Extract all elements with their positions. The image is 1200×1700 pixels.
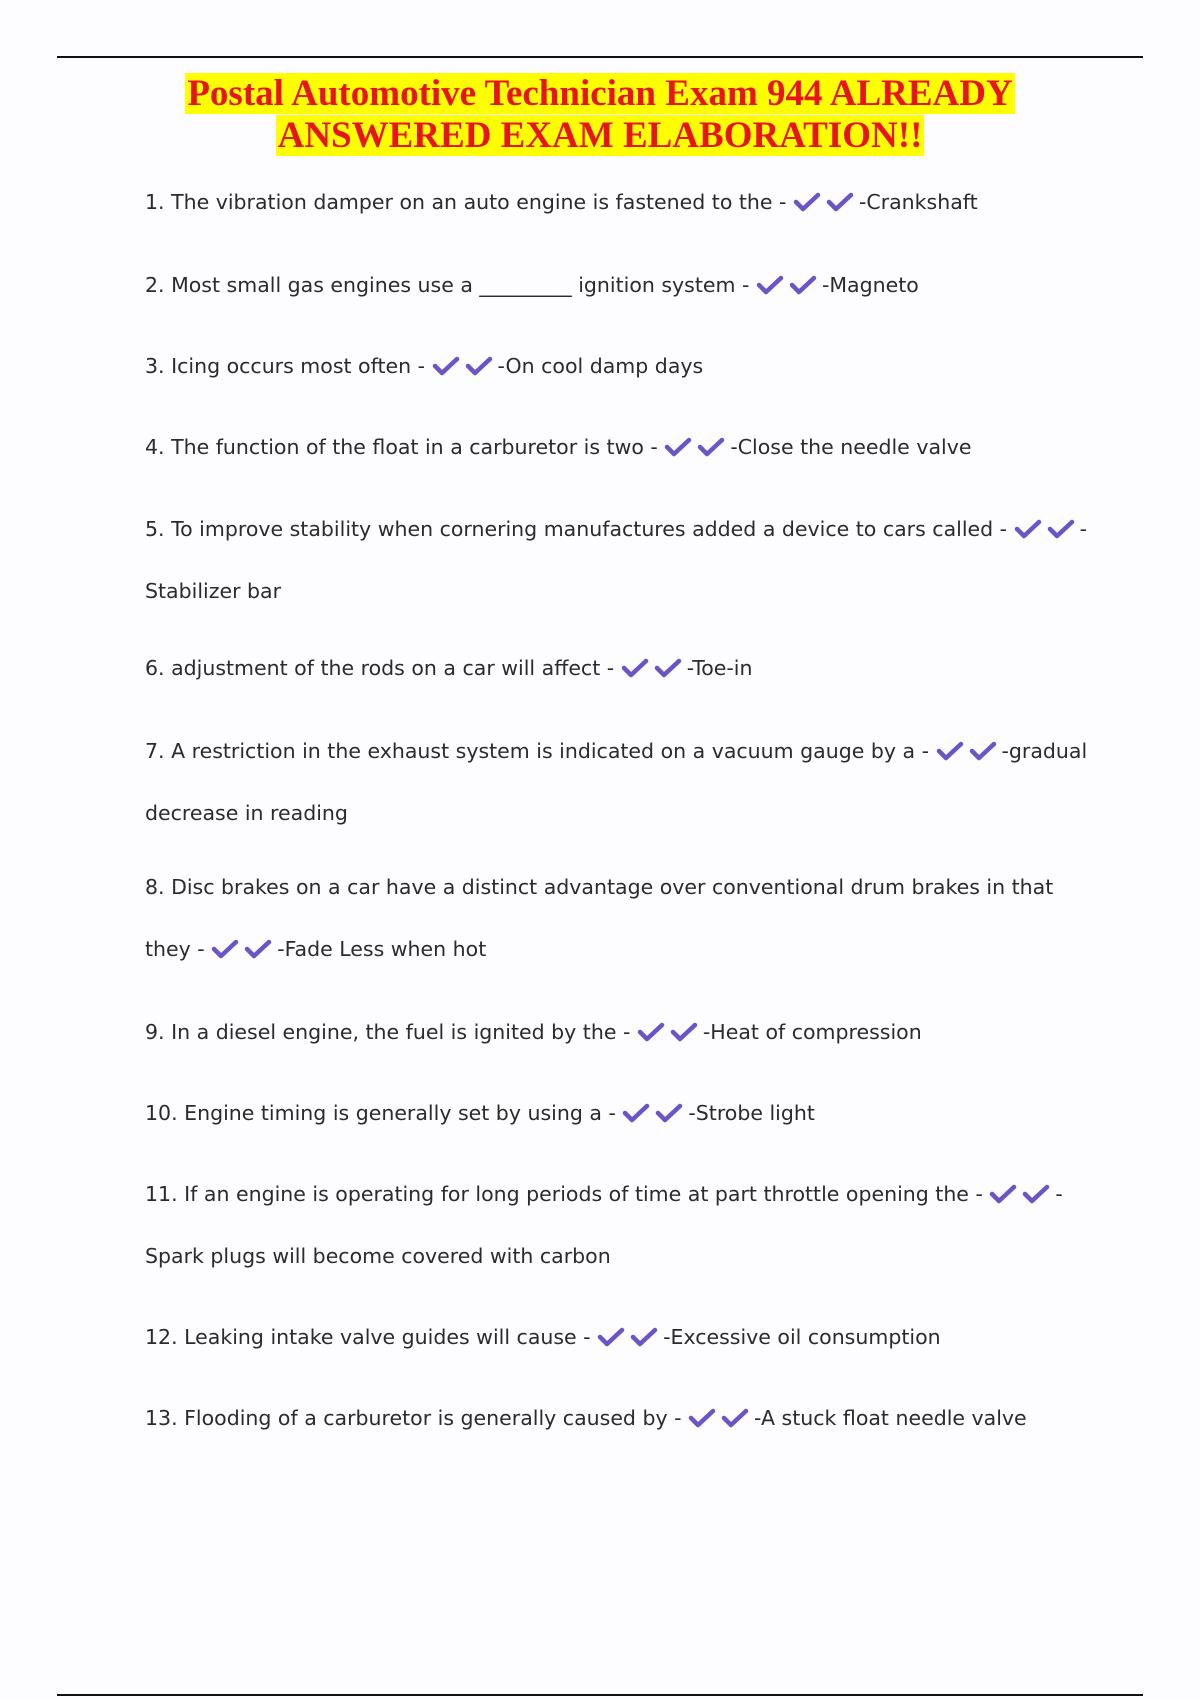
- top-rule: [57, 56, 1143, 58]
- qa-item: [145, 351, 1095, 413]
- answer-text: -gradual: [1001, 739, 1088, 763]
- qa-line: [145, 736, 1095, 798]
- qa-line: [145, 1403, 1095, 1465]
- answer-text: -Crankshaft: [858, 190, 978, 214]
- qa-line: [145, 1098, 1095, 1160]
- question-text: 6. adjustment of the rods on a car will affect -: [145, 656, 615, 680]
- qa-item: [145, 872, 1095, 996]
- check-mark-icon: [244, 938, 272, 960]
- qa-item: [145, 514, 1095, 638]
- qa-line: [145, 1179, 1095, 1241]
- question-text: 2. Most small gas engines use a _________ ignition system -: [145, 273, 750, 297]
- question-text: 5. To improve stability when cornering manufactures added a device to cars called -: [145, 517, 1008, 541]
- qa-item: [145, 1403, 1095, 1465]
- check-mark-icon: [622, 1102, 650, 1124]
- question-text: 8. Disc brakes on a car have a distinct advantage over conventional drum brakes in that: [145, 875, 1054, 899]
- answer-text: -A stuck float needle valve: [754, 1406, 1027, 1430]
- check-mark-icon: [670, 1021, 698, 1043]
- check-mark-icon: [1022, 1183, 1050, 1205]
- check-mark-icon: [1047, 518, 1075, 540]
- answer-text-continued: Stabilizer bar: [145, 579, 282, 603]
- qa-item: [145, 653, 1095, 715]
- qa-line: [145, 1322, 1095, 1384]
- qa-line-continued: [145, 1241, 1095, 1303]
- check-mark-icon: [826, 191, 854, 213]
- question-text: 10. Engine timing is generally set by using a -: [145, 1101, 616, 1125]
- qa-line: [145, 270, 1095, 332]
- qa-line: [145, 187, 1095, 249]
- question-text: 4. The function of the float in a carburetor is two -: [145, 435, 658, 459]
- check-mark-icon: [211, 938, 239, 960]
- check-mark-icon: [793, 191, 821, 213]
- answer-text: -Excessive oil consumption: [663, 1325, 941, 1349]
- qa-item: [145, 1017, 1095, 1079]
- question-text: 1. The vibration damper on an auto engine is fastened to the -: [145, 190, 787, 214]
- check-mark-icon: [621, 657, 649, 679]
- qa-item: [145, 187, 1095, 249]
- qa-item: [145, 270, 1095, 332]
- question-text-continued: they -: [145, 937, 205, 961]
- title-line-1: Postal Automotive Technician Exam 944 ALREADY: [187, 73, 1013, 114]
- qa-item: [145, 1322, 1095, 1384]
- qa-line-continued: [145, 576, 1095, 638]
- question-text: 3. Icing occurs most often -: [145, 354, 426, 378]
- check-mark-icon: [989, 1183, 1017, 1205]
- document-title: [100, 73, 1100, 157]
- check-mark-icon: [969, 740, 997, 762]
- question-text: 13. Flooding of a carburetor is generally caused by -: [145, 1406, 682, 1430]
- qa-item: [145, 432, 1095, 494]
- check-mark-icon: [789, 274, 817, 296]
- answer-text: -Heat of compression: [702, 1020, 922, 1044]
- check-mark-icon: [637, 1021, 665, 1043]
- answer-text: -Fade Less when hot: [277, 937, 487, 961]
- question-text: 7. A restriction in the exhaust system is indicated on a vacuum gauge by a -: [145, 739, 929, 763]
- qa-item: [145, 1098, 1095, 1160]
- check-mark-icon: [465, 355, 493, 377]
- question-text: 12. Leaking intake valve guides will cause -: [145, 1325, 591, 1349]
- qa-line: [145, 872, 1095, 934]
- check-mark-icon: [597, 1326, 625, 1348]
- qa-line-continued: [145, 934, 1095, 996]
- qa-line-continued: [145, 798, 1095, 860]
- answer-text: -Close the needle valve: [730, 435, 972, 459]
- question-text: 11. If an engine is operating for long periods of time at part throttle opening the -: [145, 1182, 983, 1206]
- qa-line: [145, 653, 1095, 715]
- qa-line: [145, 351, 1095, 413]
- check-mark-icon: [756, 274, 784, 296]
- qa-line: [145, 514, 1095, 576]
- check-mark-icon: [664, 436, 692, 458]
- answer-text: -: [1079, 517, 1088, 541]
- bottom-rule: [57, 1694, 1143, 1696]
- answer-text: -Toe-in: [686, 656, 753, 680]
- check-mark-icon: [936, 740, 964, 762]
- answer-text: -On cool damp days: [497, 354, 704, 378]
- check-mark-icon: [654, 657, 682, 679]
- qa-line: [145, 432, 1095, 494]
- qa-line: [145, 1017, 1095, 1079]
- check-mark-icon: [655, 1102, 683, 1124]
- check-mark-icon: [1014, 518, 1042, 540]
- answer-text: -Magneto: [821, 273, 919, 297]
- check-mark-icon: [697, 436, 725, 458]
- title-line-2: ANSWERED EXAM ELABORATION!!: [277, 115, 923, 156]
- answer-text: -: [1055, 1182, 1063, 1206]
- qa-item: [145, 1179, 1095, 1303]
- answer-text-continued: Spark plugs will become covered with carbon: [145, 1244, 611, 1268]
- check-mark-icon: [688, 1407, 716, 1429]
- answer-text-continued: decrease in reading: [145, 801, 348, 825]
- question-text: 9. In a diesel engine, the fuel is ignited by the -: [145, 1020, 631, 1044]
- check-mark-icon: [630, 1326, 658, 1348]
- check-mark-icon: [721, 1407, 749, 1429]
- qa-item: [145, 736, 1095, 860]
- answer-text: -Strobe light: [688, 1101, 815, 1125]
- check-mark-icon: [432, 355, 460, 377]
